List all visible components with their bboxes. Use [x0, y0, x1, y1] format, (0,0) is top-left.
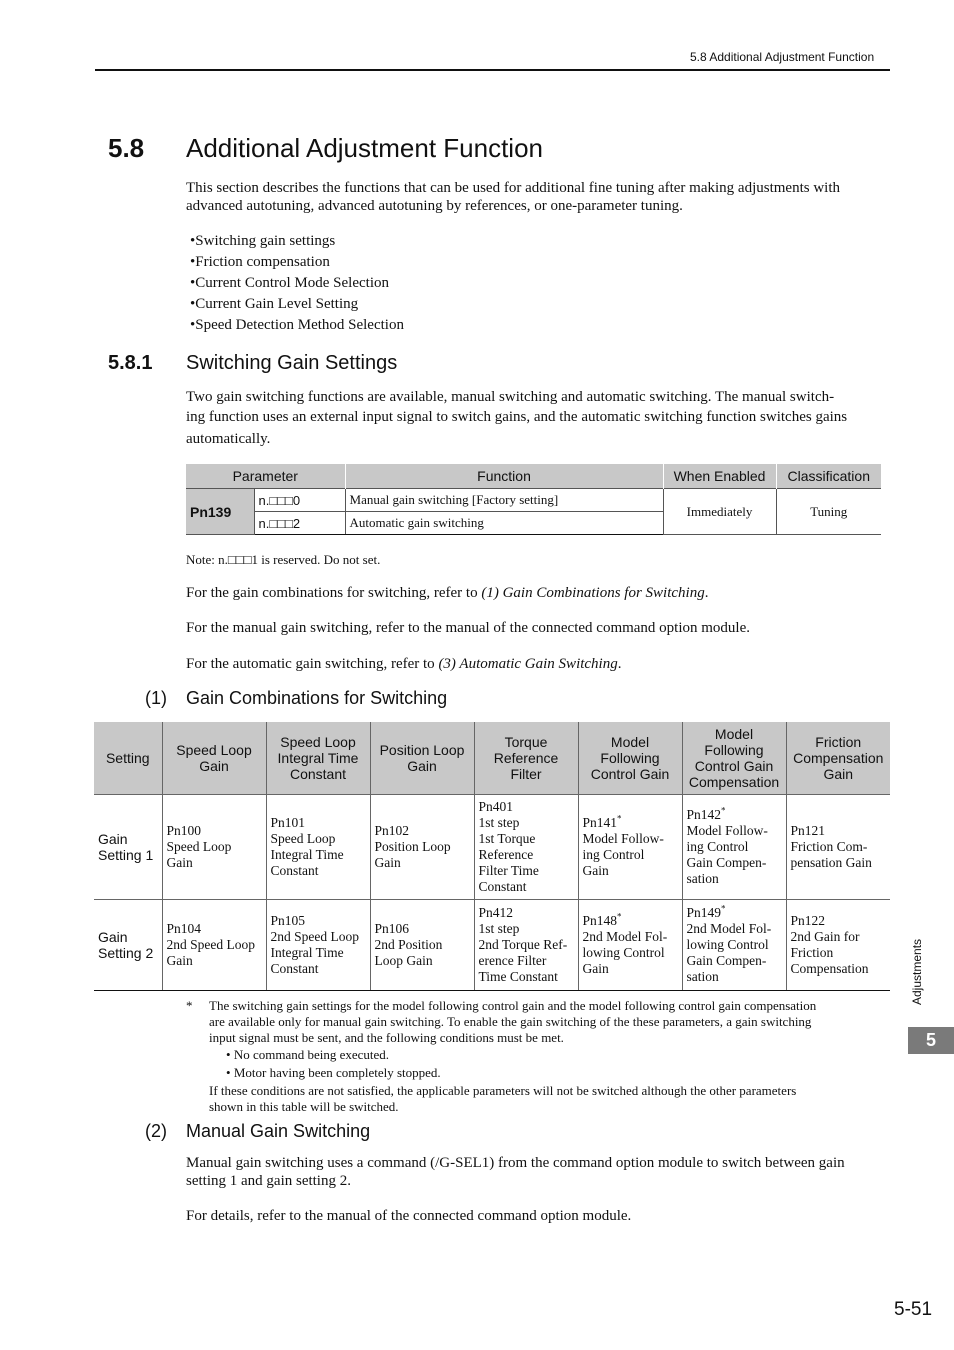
- footnote-marker: *: [721, 903, 726, 914]
- table-row: [94, 795, 890, 900]
- manual-details: For details, refer to the manual of the connected command option module.: [186, 1208, 632, 1224]
- manual-switching-paragraph: [186, 1154, 890, 1190]
- setting-cell: n.□□□2: [254, 512, 345, 535]
- condition-text: Motor having been completely stopped.: [233, 1065, 441, 1080]
- footnote-conditions: [226, 1047, 441, 1083]
- sub-intro-line: ing function uses an external input signal to switch gains, and the automatic switching function switches gains: [186, 409, 848, 425]
- heading-manual-switching: [145, 1121, 370, 1142]
- gain-cell: [162, 795, 266, 900]
- column-header: Friction Compensation Gain: [786, 722, 890, 795]
- column-header: Speed Loop Integral Time Constant: [266, 722, 370, 795]
- manual-line: setting 1 and gain setting 2.: [186, 1173, 351, 1189]
- parameter-description: 2nd Speed Loop Gain: [166, 937, 255, 968]
- footnote-marker: *: [617, 911, 622, 922]
- gain-cell: [370, 795, 474, 900]
- footnote-marker: *: [617, 813, 622, 824]
- table-note: [186, 552, 380, 568]
- parameter-id: Pn142: [686, 807, 722, 822]
- heading-text: Manual Gain Switching: [186, 1121, 371, 1141]
- footnote-marker: *: [186, 998, 193, 1013]
- table-row: [94, 900, 890, 991]
- gain-cell: [370, 900, 474, 991]
- gain-cell: [682, 795, 786, 900]
- intro-line: advanced autotuning, advanced autotuning by references, or one-parameter tuning.: [186, 198, 683, 214]
- heading-number: (1): [145, 688, 167, 708]
- parameter-number: [687, 905, 782, 921]
- parameter-id: Pn102: [374, 823, 410, 838]
- gain-cell: [578, 795, 682, 900]
- subsection-title-text: Switching Gain Settings: [186, 352, 398, 374]
- when-enabled-cell: Immediately: [663, 489, 776, 535]
- column-header: Parameter: [186, 464, 345, 489]
- footnote-line: shown in this table will be switched.: [209, 1099, 399, 1114]
- reference-end: .: [617, 656, 622, 672]
- parameter-number: [583, 815, 678, 831]
- parameter-number: [167, 823, 262, 839]
- parameter-description: 2nd Model Fol- lowing Control Gain Compen- sation: [686, 921, 772, 984]
- parameter-number: [687, 807, 782, 823]
- gain-cell: [786, 795, 890, 900]
- reference-manual-switching: For the manual gain switching, refer to the manual of the connected command option module.: [186, 620, 751, 636]
- gain-cell: [266, 795, 370, 900]
- parameter-number: [375, 921, 470, 937]
- setting-label-cell: [94, 795, 162, 900]
- note-symbol: □□□: [227, 552, 252, 567]
- parameter-description: Model Follow- ing Control Gain Compen- sation: [686, 823, 768, 886]
- parameter-id: Pn401: [478, 799, 514, 814]
- parameter-description: Speed Loop Gain: [166, 839, 232, 870]
- parameter-id: Pn101: [270, 815, 306, 830]
- column-header: When Enabled: [663, 464, 776, 489]
- footnote-marker: *: [721, 805, 726, 816]
- section-title-text: Additional Adjustment Function: [186, 133, 543, 163]
- footnote-line: input signal must be sent, and the following conditions must be met.: [209, 1030, 564, 1045]
- column-header: Classification: [776, 464, 881, 489]
- sub-intro-line: Two gain switching functions are available, manual switching and automatic switching. The manual switch-: [186, 389, 835, 405]
- parameter-description: 2nd Model Fol- lowing Control Gain: [582, 929, 668, 976]
- parameter-id: Pn104: [166, 921, 202, 936]
- parameter-number: [375, 823, 470, 839]
- parameter-description: Position Loop Gain: [374, 839, 451, 870]
- column-header: Position Loop Gain: [370, 722, 474, 795]
- table-header-row: [186, 464, 881, 489]
- gain-cell: [266, 900, 370, 991]
- gain-cell: [474, 795, 578, 900]
- subsection-number: 5.8.1: [108, 352, 153, 374]
- parameter-description: Speed Loop Integral Time Constant: [270, 831, 344, 878]
- reference-text: For the gain combinations for switching, refer to: [186, 585, 482, 601]
- parameter-number: [791, 823, 887, 839]
- chapter-tab: 5: [908, 1027, 954, 1054]
- column-header: Setting: [94, 722, 162, 795]
- bullet-item: • Switching gain settings: [190, 231, 404, 252]
- parameter-description: Friction Com- pensation Gain: [790, 839, 872, 870]
- intro-line: This section describes the functions that can be used for additional fine tuning after making adjustments with: [186, 180, 841, 196]
- footnote-text: [209, 998, 889, 1046]
- parameter-description: 2nd Gain for Friction Compensation: [790, 929, 869, 976]
- sub-intro-line: automatically.: [186, 431, 271, 447]
- note-suffix: 1 is reserved. Do not set.: [251, 552, 381, 567]
- parameter-number: [791, 913, 887, 929]
- footnote-line: The switching gain settings for the model following control gain and the model following control gain compensation: [209, 998, 817, 1013]
- parameter-number: [271, 913, 366, 929]
- column-header: Model Following Control Gain Compensation: [682, 722, 786, 795]
- parameter-description: 1st step 2nd Torque Ref- erence Filter Time Constant: [478, 921, 568, 984]
- running-header: 5.8 Additional Adjustment Function: [690, 50, 875, 64]
- parameter-description: Model Follow- ing Control Gain: [582, 831, 664, 878]
- section-number: 5.8: [108, 133, 145, 163]
- gain-cell: [786, 900, 890, 991]
- footnote-line: are available only for manual gain switching. To enable the gain switching of the these parameters, a gain switching: [209, 1014, 812, 1029]
- subsection-intro: [186, 387, 890, 449]
- parameter-number: [167, 921, 262, 937]
- heading-number: (2): [145, 1121, 167, 1141]
- parameter-id: Pn121: [790, 823, 826, 838]
- parameter-number: [583, 913, 678, 929]
- condition-text: No command being executed.: [233, 1047, 390, 1062]
- parameter-description: 2nd Position Loop Gain: [374, 937, 443, 968]
- heading-text: Gain Combinations for Switching: [186, 688, 448, 708]
- parameter-number: [479, 799, 574, 815]
- column-header: Model Following Control Gain: [578, 722, 682, 795]
- parameter-cell: Pn139: [186, 489, 254, 535]
- section-title: [108, 133, 543, 164]
- gain-cell: [162, 900, 266, 991]
- column-header: Torque Reference Filter: [474, 722, 578, 795]
- table-row: [186, 489, 881, 512]
- footnote-line: If these conditions are not satisfied, the applicable parameters will not be switched although the other parameters: [209, 1083, 797, 1098]
- bullet-item: • Current Control Mode Selection: [190, 273, 404, 294]
- parameter-number: [271, 815, 366, 831]
- function-cell: Automatic gain switching: [345, 512, 663, 535]
- table-header-row: [94, 722, 890, 795]
- bullet-item: • Speed Detection Method Selection: [190, 315, 404, 336]
- gain-cell: [578, 900, 682, 991]
- reference-text: For the automatic gain switching, refer to: [186, 656, 439, 672]
- header-rule: [95, 69, 890, 71]
- note-prefix: Note: n.: [186, 552, 228, 567]
- bullet-item: • Friction compensation: [190, 252, 404, 273]
- parameter-id: Pn106: [374, 921, 410, 936]
- bullet-item: • Current Gain Level Setting: [190, 294, 404, 315]
- footnote-after: [209, 1083, 889, 1115]
- parameter-id: Pn105: [270, 913, 306, 928]
- subsection-title: [108, 352, 397, 375]
- condition-item: • No command being executed.: [226, 1047, 390, 1062]
- feature-bullet-list: [190, 231, 404, 336]
- setting-label-cell: [94, 900, 162, 991]
- reference-gain-combinations: [186, 584, 890, 602]
- function-cell: Manual gain switching [Factory setting]: [345, 489, 663, 512]
- chapter-side-label: Adjustments: [910, 938, 924, 1005]
- heading-gain-combinations: [145, 688, 447, 709]
- parameter-id: Pn141: [582, 815, 618, 830]
- parameter-id: Pn100: [166, 823, 202, 838]
- intro-paragraph: [186, 179, 890, 215]
- parameter-description: 2nd Speed Loop Integral Time Constant: [270, 929, 359, 976]
- column-header: Speed Loop Gain: [162, 722, 266, 795]
- cross-reference-link[interactable]: (3) Automatic Gain Switching: [438, 656, 618, 672]
- parameter-id: Pn149: [686, 905, 722, 920]
- setting-cell: n.□□□0: [254, 489, 345, 512]
- page-number: 5-51: [894, 1299, 933, 1320]
- condition-item: • Motor having been completely stopped.: [226, 1065, 441, 1080]
- parameter-id: Pn412: [478, 905, 514, 920]
- setting-label: Gain Setting 1: [98, 831, 154, 863]
- parameter-number: [479, 905, 574, 921]
- column-header: Function: [345, 464, 663, 489]
- parameter-id: Pn148: [582, 913, 618, 928]
- setting-label: Gain Setting 2: [98, 929, 154, 961]
- gain-cell: [474, 900, 578, 991]
- gain-cell: [682, 900, 786, 991]
- reference-end: .: [704, 585, 709, 601]
- parameter-table: [186, 464, 881, 535]
- parameter-description: 1st step 1st Torque Reference Filter Time Constant: [478, 815, 539, 894]
- classification-cell: Tuning: [776, 489, 881, 535]
- gain-combinations-table: [94, 722, 890, 991]
- manual-line: Manual gain switching uses a command (/G-SEL1) from the command option module to switch between gain: [186, 1155, 845, 1171]
- reference-automatic-switching: [186, 655, 890, 673]
- parameter-id: Pn122: [790, 913, 826, 928]
- cross-reference-link[interactable]: (1) Gain Combinations for Switching: [481, 585, 705, 601]
